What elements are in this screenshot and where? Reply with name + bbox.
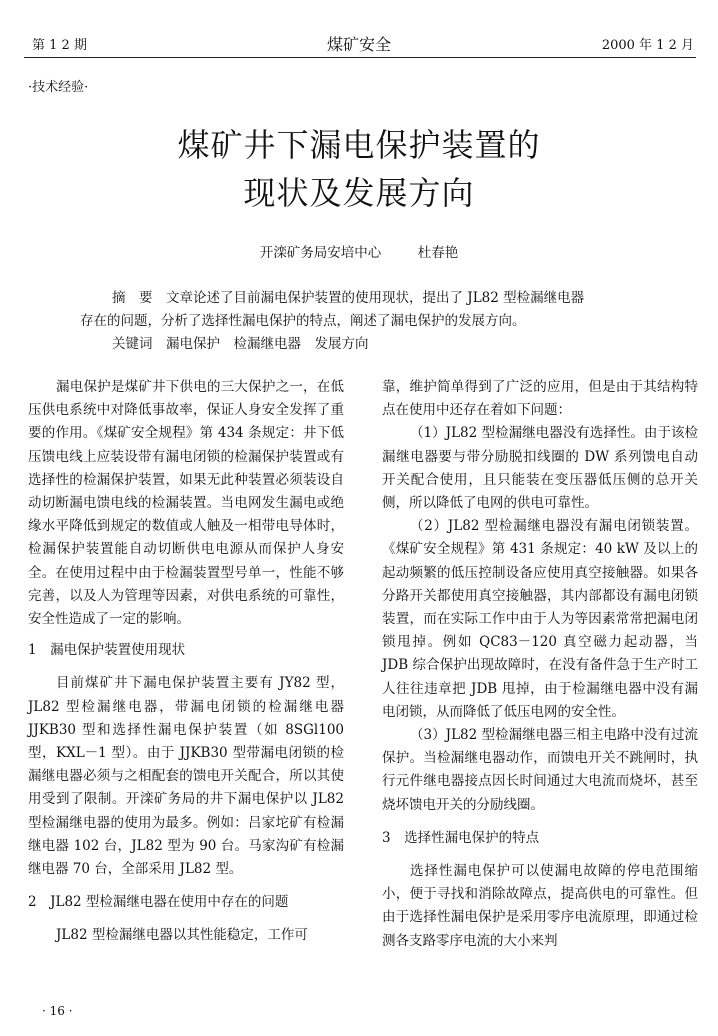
paragraph: 选择性漏电保护可以使漏电故障的停电范围缩小，便于寻找和消除故障点，提高供电的可靠性。但由于选择性漏电保护是采用零序电流原理，即通过检测各支路零序电流的大小来判 — [382, 863, 698, 949]
left-column — [28, 376, 344, 948]
running-header — [24, 34, 694, 56]
author-affiliation: 开滦矿务局安培中心 — [259, 245, 382, 261]
page-number: · 16 · — [42, 1004, 73, 1018]
paragraph: 靠，维护简单得到了广泛的应用，但是由于其结构特点在使用中还存在着如下问题： — [382, 379, 698, 419]
journal-name: 煤矿安全 — [326, 35, 391, 54]
abstract-line-1: 摘 要 文章论述了目前漏电保护装置的使用现状，提出了 JL82 型检漏继电器 — [112, 290, 585, 306]
issue-number: 第 1 2 期 — [32, 38, 87, 53]
article-title-line-2: 现状及发展方向 — [243, 174, 475, 212]
paragraph: 漏电保护是煤矿井下供电的三大保护之一，在低压供电系统中对降低事故率，保证人身安全发挥了重要的作用。《煤矿安全规程》第 434 条规定：井下低压馈电线上应装设带有漏电闭锁的检漏保护装置或有选择性的检漏保护装置，如果无此种装置必须装设自动切断漏电馈电线的检漏装置。当电网发生漏电或绝缘水平降低到规定的数值或人触及一相带电导体时，检漏保护装置能自动切断供电电源从而保护人身安全。在使用过程中由于检漏装置型号单一，性能不够完善，以及人为管理等因素，对供电系统的可靠性，安全性造成了一定的影响。 — [28, 379, 344, 628]
paragraph: 目前煤矿井下漏电保护装置主要有 JY82 型，JL82 型检漏继电器，带漏电闭锁的检漏继电器 JJKB30 型和选择性漏电保护装置（如 8SGl100 型，KXL－1 型）。由于 JJKB30 型带漏电闭锁的检漏继电器必须与之相配套的馈电开关配合，所以其使用受到了限制。开滦矿务局的井下漏电保护以 JL82 型检漏继电器的使用为最多。例如：吕家坨矿有检漏继电器 102 台，JL82 型为 90 台。马家沟矿有检漏继电器 70 台，全部采用 JL82 型。 — [28, 675, 344, 878]
section-tag: ·技术经验· — [28, 80, 89, 95]
section-heading-2: 2 JL82 型检漏继电器在使用中存在的问题 — [28, 894, 289, 911]
abstract-line-2: 存在的问题，分析了选择性漏电保护的特点，阐述了漏电保护的发展方向。 — [80, 313, 526, 329]
section-heading-3: 3 选择性漏电保护的特点 — [382, 829, 540, 846]
paragraph: （3）JL82 型检漏继电器三相主电路中没有过流保护。当检漏继电器动作，而馈电开关不跳闸时，执行元件继电器接点因长时间通过大电流而烧坏，甚至烧坏馈电开关的分励线圈。 — [382, 727, 698, 813]
abstract — [80, 287, 640, 356]
keywords: 关键词 漏电保护 检漏继电器 发展方向 — [112, 336, 369, 352]
issue-date: 2000 年 1 2 月 — [601, 38, 694, 53]
right-column — [382, 376, 698, 953]
paragraph: （2）JL82 型检漏继电器没有漏电闭锁装置。《煤矿安全规程》第 431 条规定：40 kW 及以上的起动频繁的低压控制设备应使用真空接触器。如果各分路开关都使用真空接触器，其内部都设有漏电闭锁装置，而在实际工作中由于人为等因素常常把漏电闭锁甩掉。例如 QC83－120 真空磁力起动器，当 JDB 综合保护出现故障时，在没有备件急于生产时工人往往违章把 JDB 甩掉，由于检漏继电器中没有漏电闭锁，从而降低了低压电网的安全性。 — [382, 518, 698, 720]
paragraph: （1）JL82 型检漏继电器没有选择性。由于该检漏继电器要与带分励脱扣线圈的 DW 系列馈电自动开关配合使用，且只能装在变压器低压侧的总开关侧，所以降低了电网的供电可靠性。 — [382, 425, 698, 512]
author-name: 杜春艳 — [417, 245, 459, 261]
paragraph: JL82 型检漏继电器以其性能稳定，工作可 — [56, 927, 308, 944]
section-heading-1: 1 漏电保护装置使用现状 — [28, 642, 186, 659]
header-rule — [24, 57, 696, 58]
article-title-line-1: 煤矿井下漏电保护装置的 — [177, 126, 541, 164]
author-line — [0, 241, 718, 261]
